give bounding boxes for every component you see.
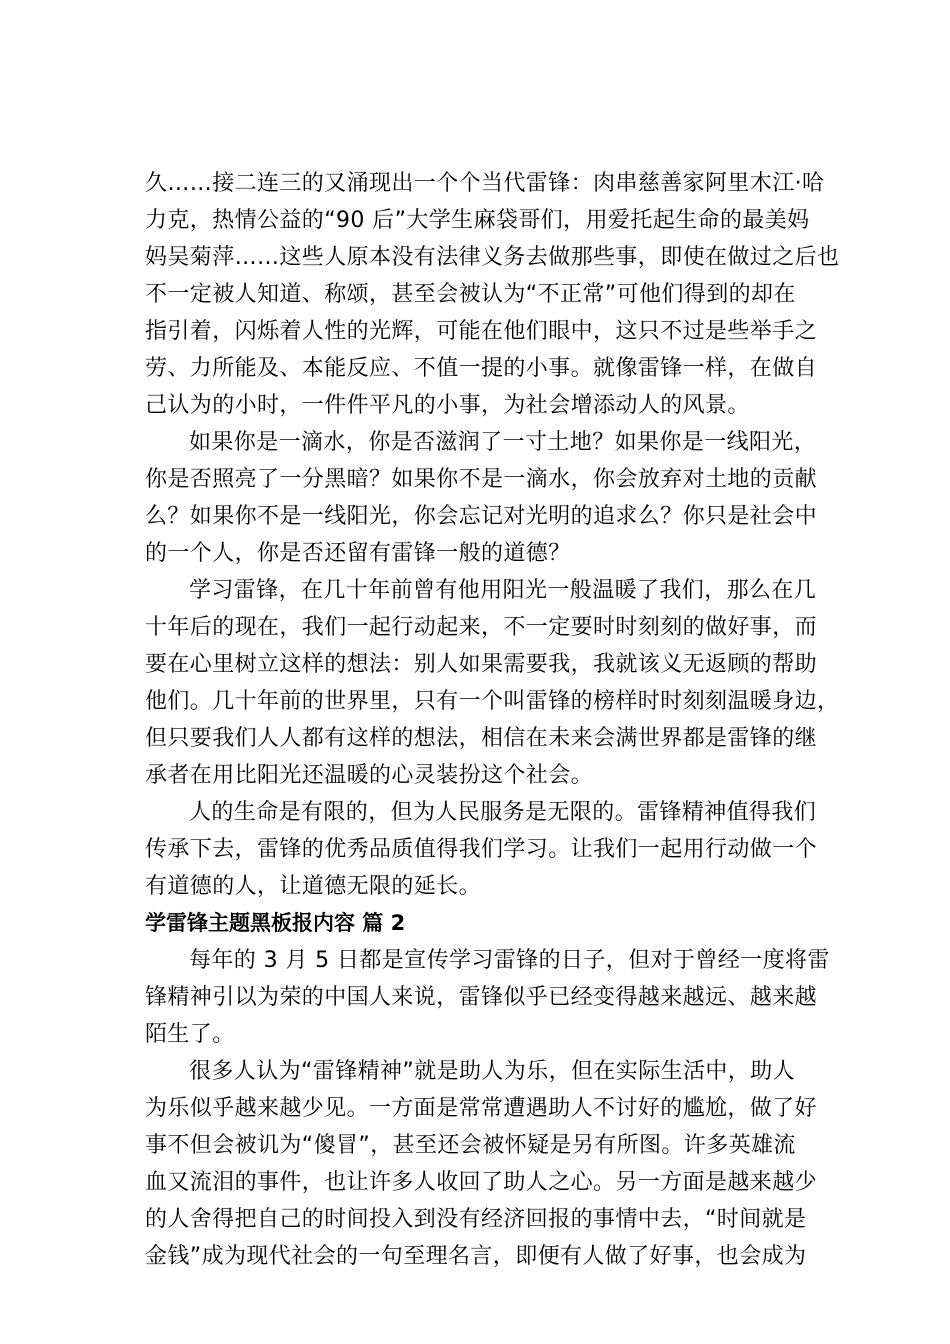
section-heading: 学雷锋主题黑板报内容 篇 2 — [145, 911, 406, 935]
text-line: 为乐似乎越来越少见。一方面是常常遭遇助人不讨好的尴尬，做了好 — [145, 1096, 818, 1121]
text-line: 不一定被人知道、称颂，甚至会被认为“不正常”可他们得到的却在 — [145, 282, 796, 307]
text-line: 血又流泪的事件，也让许多人收回了助人之心。另一方面是越来越少 — [145, 1170, 818, 1195]
paragraph — [145, 942, 830, 1053]
text-line: 学习雷锋，在几十年前曾有他用阳光一般温暖了我们，那么在几 — [189, 578, 817, 603]
text-line: 力克，热情公益的“90 后”大学生麻袋哥们，用爱托起生命的最美妈 — [145, 208, 810, 233]
text-line: 你是否照亮了一分黑暗？如果你不是一滴水，你会放弃对土地的贡献 — [145, 467, 818, 492]
paragraph — [145, 424, 818, 572]
text-line: 的人舍得把自己的时间投入到没有经济回报的事情中去，“时间就是 — [145, 1207, 807, 1232]
text-line: 么？如果你不是一线阳光，你会忘记对光明的追求么？你只是社会中 — [145, 504, 818, 529]
paragraph — [145, 1053, 818, 1275]
text-line: 陌生了。 — [145, 1022, 235, 1047]
text-line: 己认为的小时，一件件平凡的小事，为社会增添动人的风景。 — [145, 393, 750, 418]
text-line: 他们。几十年前的世界里，只有一个叫雷锋的榜样时时刻刻温暖身边， — [145, 689, 840, 714]
text-line: 金钱”成为现代社会的一句至理名言，即便有人做了好事，也会成为 — [145, 1244, 807, 1269]
text-line: 人的生命是有限的，但为人民服务是无限的。雷锋精神值得我们 — [189, 800, 817, 825]
text-line: 的一个人，你是否还留有雷锋一般的道德？ — [145, 541, 571, 566]
text-line: 有道德的人，让道德无限的延长。 — [145, 874, 482, 899]
paragraph — [145, 572, 840, 794]
paragraph-continuation — [145, 165, 840, 424]
text-line: 如果你是一滴水，你是否滋润了一寸土地？如果你是一线阳光， — [189, 430, 817, 455]
text-line: 妈吴菊萍……这些人原本没有法律义务去做那些事，即使在做过之后也 — [145, 245, 840, 270]
text-line: 久……接二连三的又涌现出一个个当代雷锋：肉串慈善家阿里木江·哈 — [145, 171, 825, 196]
text-line: 锋精神引以为荣的中国人来说，雷锋似乎已经变得越来越远、越来越 — [145, 985, 818, 1010]
text-line: 指引着，闪烁着人性的光辉，可能在他们眼中，这只不过是些举手之 — [145, 319, 818, 344]
text-line: 传承下去，雷锋的优秀品质值得我们学习。让我们一起用行动做一个 — [145, 837, 818, 862]
text-line: 但只要我们人人都有这样的想法，相信在未来会满世界都是雷锋的继 — [145, 726, 818, 751]
text-line: 要在心里树立这样的想法：别人如果需要我，我就该义无返顾的帮助 — [145, 652, 818, 677]
text-line: 劳、力所能及、本能反应、不值一提的小事。就像雷锋一样，在做自 — [145, 356, 818, 381]
text-line: 承者在用比阳光还温暖的心灵装扮这个社会。 — [145, 763, 594, 788]
paragraph — [145, 794, 818, 905]
text-line: 十年后的现在，我们一起行动起来，不一定要时时刻刻的做好事，而 — [145, 615, 818, 640]
text-line: 每年的 3 月 5 日都是宣传学习雷锋的日子，但对于曾经一度将雷 — [189, 948, 830, 973]
text-line: 很多人认为“雷锋精神”就是助人为乐，但在实际生活中，助人 — [189, 1059, 795, 1084]
text-line: 事不但会被讥为“傻冒”，甚至还会被怀疑是另有所图。许多英雄流 — [145, 1133, 796, 1158]
document-page — [145, 165, 840, 1275]
